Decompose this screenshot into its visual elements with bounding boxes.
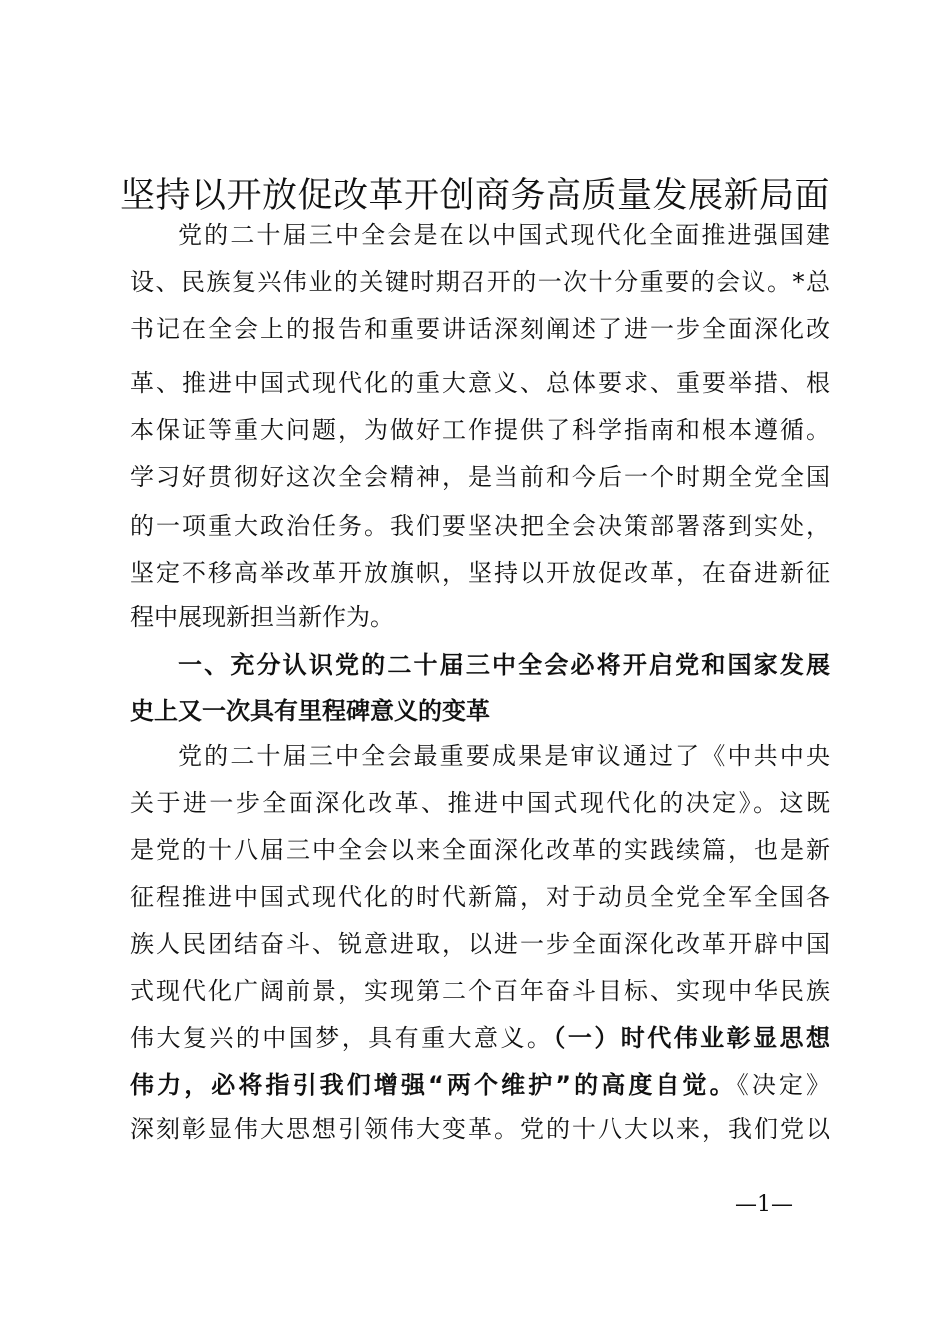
paragraph-line: 学习好贯彻好这次全会精神，是当前和今后一个时期全党全国 [130, 463, 830, 491]
paragraph-line: 的一项重大政治任务。我们要坚决把全会决策部署落到实处， [130, 512, 830, 540]
paragraph-line: 党的二十届三中全会是在以中国式现代化全面推进强国建 [178, 221, 830, 249]
paragraph-text: 伟大复兴的中国梦，具有重大意义。 [130, 1024, 554, 1052]
paragraph-line: 深刻彰显伟大思想引领伟大变革。党的十八大以来，我们党以 [130, 1115, 830, 1143]
paragraph-line: 关于进一步全面深化改革、推进中国式现代化的决定》。这既 [130, 789, 830, 817]
page-number: —1— [735, 1192, 793, 1217]
paragraph-line: 族人民团结奋斗、锐意进取，以进一步全面深化改革开辟中国 [130, 930, 830, 958]
subheading-inline-b: 伟力，必将指引我们增强“两个维护”的高度自觉。 [130, 1071, 737, 1099]
paragraph-line: 式现代化广阔前景，实现第二个百年奋斗目标、实现中华民族 [130, 977, 830, 1005]
section-heading-line: 一、充分认识党的二十届三中全会必将开启党和国家发展 [178, 651, 830, 679]
paragraph-line: 是党的十八届三中全会以来全面深化改革的实践续篇，也是新 [130, 836, 830, 864]
paragraph-line: 革、推进中国式现代化的重大意义、总体要求、重要举措、根 [130, 369, 830, 397]
paragraph-line: 党的二十届三中全会最重要成果是审议通过了《中共中央 [178, 742, 830, 770]
subheading-inline-a: （一）时代伟业彰显思想 [553, 1024, 831, 1052]
document-title: 坚持以开放促改革开创商务高质量发展新局面 [120, 176, 831, 216]
paragraph-line: 程中展现新担当新作为。 [130, 603, 394, 631]
paragraph-line-mixed [130, 1062, 830, 1109]
paragraph-line: 书记在全会上的报告和重要讲话深刻阐述了进一步全面深化改 [130, 315, 830, 343]
paragraph-line-mixed [130, 1015, 830, 1062]
paragraph-line: 设、民族复兴伟业的关键时期召开的一次十分重要的会议。*总 [130, 268, 830, 296]
paragraph-line: 坚定不移高举改革开放旗帜，坚持以开放促改革，在奋进新征 [130, 559, 830, 587]
paragraph-text: 《决定》 [736, 1071, 831, 1099]
section-heading-line: 史上又一次具有里程碑意义的变革 [130, 697, 490, 725]
paragraph-line: 本保证等重大问题，为做好工作提供了科学指南和根本遵循。 [130, 416, 830, 444]
paragraph-line: 征程推进中国式现代化的时代新篇，对于动员全党全军全国各 [130, 883, 830, 911]
